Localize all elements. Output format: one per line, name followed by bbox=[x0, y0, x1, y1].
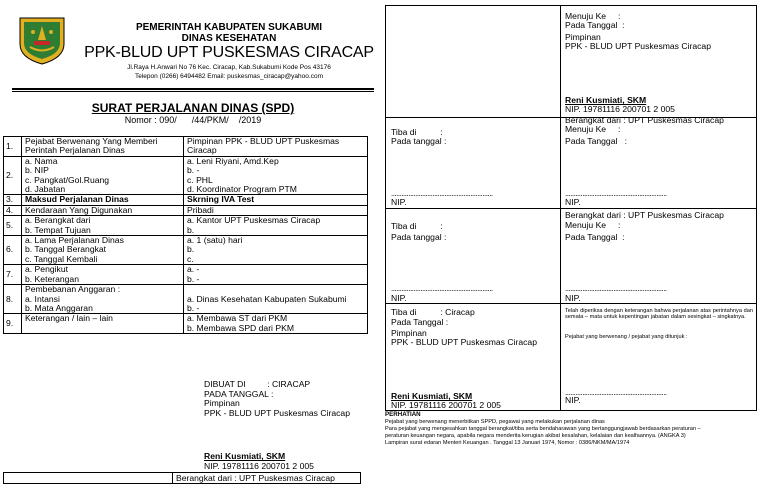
row-value-line: b. Membawa SPD dari PKM bbox=[187, 322, 294, 333]
row-value bbox=[184, 205, 368, 215]
row-value bbox=[184, 156, 368, 195]
row-value bbox=[184, 216, 368, 236]
row-label-line: b. NIP bbox=[25, 165, 49, 176]
issuer-position: Pimpinan bbox=[204, 398, 240, 409]
s2-signature-line-right: ........................................................... bbox=[565, 189, 667, 198]
header-contact: Telepon (0266) 6494482 Email: puskesmas_ciracap@yahoo.com bbox=[135, 73, 323, 80]
row-value-line: b. - bbox=[187, 273, 200, 284]
s4-statement: Telah diperiksa dengan keterangan bahwa perjalanan atas perintahnya dan semata – mata untuk kepentingan jabatan dalam sesingkat – singkatnya. bbox=[565, 308, 753, 321]
row-value-line: Pimpinan PPK - BLUD UPT Puskesmas bbox=[187, 136, 340, 146]
row-label-line: Pembebanan Anggaran : bbox=[25, 284, 121, 295]
row-value bbox=[184, 314, 368, 334]
row-value-line: b. bbox=[187, 224, 195, 235]
row-label-line: b. Mata Anggaran bbox=[25, 302, 93, 313]
table-row bbox=[4, 156, 368, 195]
row-value-line: b. - bbox=[187, 165, 200, 176]
row-value-line: a. Kantor UPT Puskesmas Ciracap bbox=[187, 215, 321, 226]
issuer-nip: NIP. 19781116 200701 2 005 bbox=[204, 460, 314, 471]
row-label bbox=[22, 205, 184, 215]
row-label-line: Kendaraan Yang Digunakan bbox=[25, 204, 133, 215]
row-label bbox=[22, 137, 184, 157]
table-row bbox=[4, 236, 368, 265]
row-number: 4. bbox=[4, 205, 22, 215]
s4-official: Pejabat yang berwenang / pejabat yang ditunjuk : bbox=[565, 334, 688, 340]
row-label bbox=[22, 314, 184, 334]
row-label-line: a. Pengikut bbox=[25, 264, 68, 275]
row-value-line: a. Leni Riyani, Amd.Kep bbox=[187, 155, 279, 166]
row-label-line: Keterangan / lain – lain bbox=[25, 313, 113, 324]
s1-menuju: Menuju Ke : bbox=[565, 11, 621, 21]
table-row bbox=[4, 195, 368, 205]
s1-tanggal: Pada Tanggal : bbox=[565, 20, 625, 30]
row-value bbox=[184, 236, 368, 265]
row-value bbox=[184, 285, 368, 314]
row-value-line: d. Koordinator Program PTM bbox=[187, 184, 297, 195]
departure-from: Berangkat dari : UPT Puskesmas Ciracap bbox=[172, 473, 335, 483]
row-label-line: d. Jabatan bbox=[25, 184, 66, 195]
row-value-line: c. PHL bbox=[187, 174, 213, 185]
s3-tanggal: Pada tanggal : bbox=[391, 232, 447, 242]
s2-nip-left: NIP. bbox=[391, 197, 407, 207]
row-value-line: a. 1 (satu) hari bbox=[187, 235, 243, 246]
header-rule-thin bbox=[12, 91, 374, 92]
s2-menuju: Menuju Ke : bbox=[565, 124, 621, 134]
s4-nip-right: NIP. bbox=[565, 395, 581, 405]
s4-signature-line-right: ........................................................... bbox=[565, 388, 667, 397]
spd-table bbox=[3, 136, 368, 334]
s4-nip: NIP. 19781116 200701 2 005 bbox=[391, 400, 501, 410]
s4-tiba: Tiba di : Ciracap bbox=[391, 307, 475, 317]
row-label bbox=[22, 216, 184, 236]
row-value-line: Pribadi bbox=[187, 204, 214, 215]
regency-logo bbox=[16, 14, 68, 66]
s1-name: Reni Kusmiati, SKM bbox=[565, 95, 647, 105]
row-label-line: c. Tanggal Kembali bbox=[25, 253, 98, 264]
row-value-line: Ciracap bbox=[187, 145, 217, 156]
table-row bbox=[4, 265, 368, 285]
issuer-block bbox=[204, 380, 350, 418]
row-label-line: b. Tanggal Berangkat bbox=[25, 244, 107, 255]
s3-menuju: Menuju Ke : bbox=[565, 220, 621, 230]
note-line-4: Lampiran surat edaran Menteri Keuangan . Tanggal 13 Januari 1974, Nomor : 0386/NKM/MA/1974 bbox=[385, 440, 630, 446]
row-label-line: a. Lama Perjalanan Dinas bbox=[25, 235, 124, 246]
row-value-line: b. - bbox=[187, 302, 200, 313]
s2-tiba: Tiba di : bbox=[391, 127, 443, 137]
s2-berangkat: Berangkat dari : UPT Puskesmas Ciracap bbox=[565, 115, 724, 125]
row-number: 8. bbox=[4, 285, 22, 314]
s4-pimpinan: Pimpinan bbox=[391, 328, 427, 338]
header-rule-thick bbox=[12, 88, 374, 90]
row-label bbox=[22, 265, 184, 285]
s3-nip-left: NIP. bbox=[391, 293, 407, 303]
s3-tanggal-right: Pada Tanggal : bbox=[565, 232, 625, 242]
table-row bbox=[4, 314, 368, 334]
row-label-line: Maksud Perjalanan Dinas bbox=[25, 194, 129, 205]
s1-unit: PPK - BLUD UPT Puskesmas Ciracap bbox=[565, 41, 711, 51]
issuer-name: Reni Kusmiati, SKM bbox=[204, 451, 286, 461]
table-row bbox=[4, 205, 368, 215]
row-value-line: c. bbox=[187, 253, 194, 264]
table-row bbox=[4, 216, 368, 236]
s3-signature-line: ........................................................... bbox=[391, 284, 493, 293]
row-value-line: b. bbox=[187, 244, 195, 255]
header-institution: PPK-BLUD UPT PUSKESMAS CIRACAP bbox=[84, 44, 374, 61]
s4-unit: PPK - BLUD UPT Puskesmas Ciracap bbox=[391, 337, 537, 347]
note-line-3: peraturan keuangan negara, apabila negara menderita kerugian akibat kesalahan, kelalaian dan kealfaannya. (ANGKA 3) bbox=[385, 433, 686, 439]
row-label bbox=[22, 156, 184, 195]
row-number: 5. bbox=[4, 216, 22, 236]
s2-tanggal: Pada tanggal : bbox=[391, 136, 447, 146]
issued-place: DIBUAT DI : CIRACAP bbox=[204, 379, 311, 389]
row-number: 7. bbox=[4, 265, 22, 285]
s3-berangkat: Berangkat dari : UPT Puskesmas Ciracap bbox=[565, 210, 724, 220]
row-number: 2. bbox=[4, 156, 22, 195]
note-heading: PERHATIAN bbox=[385, 411, 421, 418]
row-label bbox=[22, 285, 184, 314]
row-value-line: a. Dinas Kesehatan Kabupaten Sukabumi bbox=[187, 293, 347, 304]
header-government: PEMERINTAH KABUPATEN SUKABUMI bbox=[135, 22, 323, 33]
s3-tiba: Tiba di : bbox=[391, 221, 443, 231]
departure-strip bbox=[3, 472, 361, 484]
header-department: DINAS KESEHATAN bbox=[181, 33, 277, 44]
row-label-line: b. Keterangan bbox=[25, 273, 79, 284]
row-label bbox=[22, 236, 184, 265]
row-label-line: b. Tempat Tujuan bbox=[25, 224, 91, 235]
note-line-1: Pejabat yang berwenang menerbitkan SPPD, pegawai yang melakukan perjalanan dinas bbox=[385, 419, 605, 425]
s3-nip-right: NIP. bbox=[565, 293, 581, 303]
s4-tanggal: Pada Tanggal : bbox=[391, 317, 449, 327]
s4-name: Reni Kusmiati, SKM bbox=[391, 391, 473, 401]
row-label-line: c. Pangkat/Gol.Ruang bbox=[25, 174, 110, 185]
s2-signature-line: ........................................................... bbox=[391, 189, 493, 198]
row-value bbox=[184, 195, 368, 205]
document-number: Nomor : 090/ /44/PKM/ /2019 bbox=[124, 115, 262, 125]
s2-tanggal-right: Pada Tanggal : bbox=[565, 136, 627, 146]
row-value bbox=[184, 265, 368, 285]
row-label-line: Perintah Perjalanan Dinas bbox=[25, 145, 125, 156]
row-number: 3. bbox=[4, 195, 22, 205]
document-title: SURAT PERJALANAN DINAS (SPD) bbox=[91, 101, 295, 115]
row-value-line: a. Membawa ST dari PKM bbox=[187, 313, 288, 324]
s1-nip: NIP. 19781116 200701 2 005 bbox=[565, 104, 675, 114]
issued-date: PADA TANGGAL : bbox=[204, 388, 274, 399]
row-value-line: a. - bbox=[187, 264, 200, 275]
table-row bbox=[4, 285, 368, 314]
s3-signature-line-right: ........................................................... bbox=[565, 284, 667, 293]
row-label-line: a. Nama bbox=[25, 155, 58, 166]
row-label-line: Pejabat Berwenang Yang Memberi bbox=[25, 136, 158, 146]
row-label bbox=[22, 195, 184, 205]
row-value bbox=[184, 137, 368, 157]
row-label-line: a. Berangkat dari bbox=[25, 215, 91, 226]
row-number: 6. bbox=[4, 236, 22, 265]
row-value-line: Skrning IVA Test bbox=[187, 194, 255, 205]
grid-row-line bbox=[385, 208, 757, 209]
row-number: 9. bbox=[4, 314, 22, 334]
s1-pimpinan: Pimpinan bbox=[565, 32, 601, 42]
row-number: 1. bbox=[4, 137, 22, 157]
issuer-signature bbox=[204, 452, 314, 471]
header-address: Jl.Raya H.Anwari No 76 Kec. Ciracap, Kab.Sukabumi Kode Pos 43176 bbox=[127, 64, 331, 71]
note-line-2: Para pejabat yang mengesahkan tanggal berangkat/tiba serta bendaharawan yang bertanggungjawab berdasarkan peraturan – bbox=[385, 426, 701, 432]
row-label-line: a. Intansi bbox=[25, 293, 60, 304]
table-row bbox=[4, 137, 368, 157]
issuer-unit: PPK - BLUD UPT Puskesmas Ciracap bbox=[204, 407, 350, 418]
s2-nip-right: NIP. bbox=[565, 197, 581, 207]
